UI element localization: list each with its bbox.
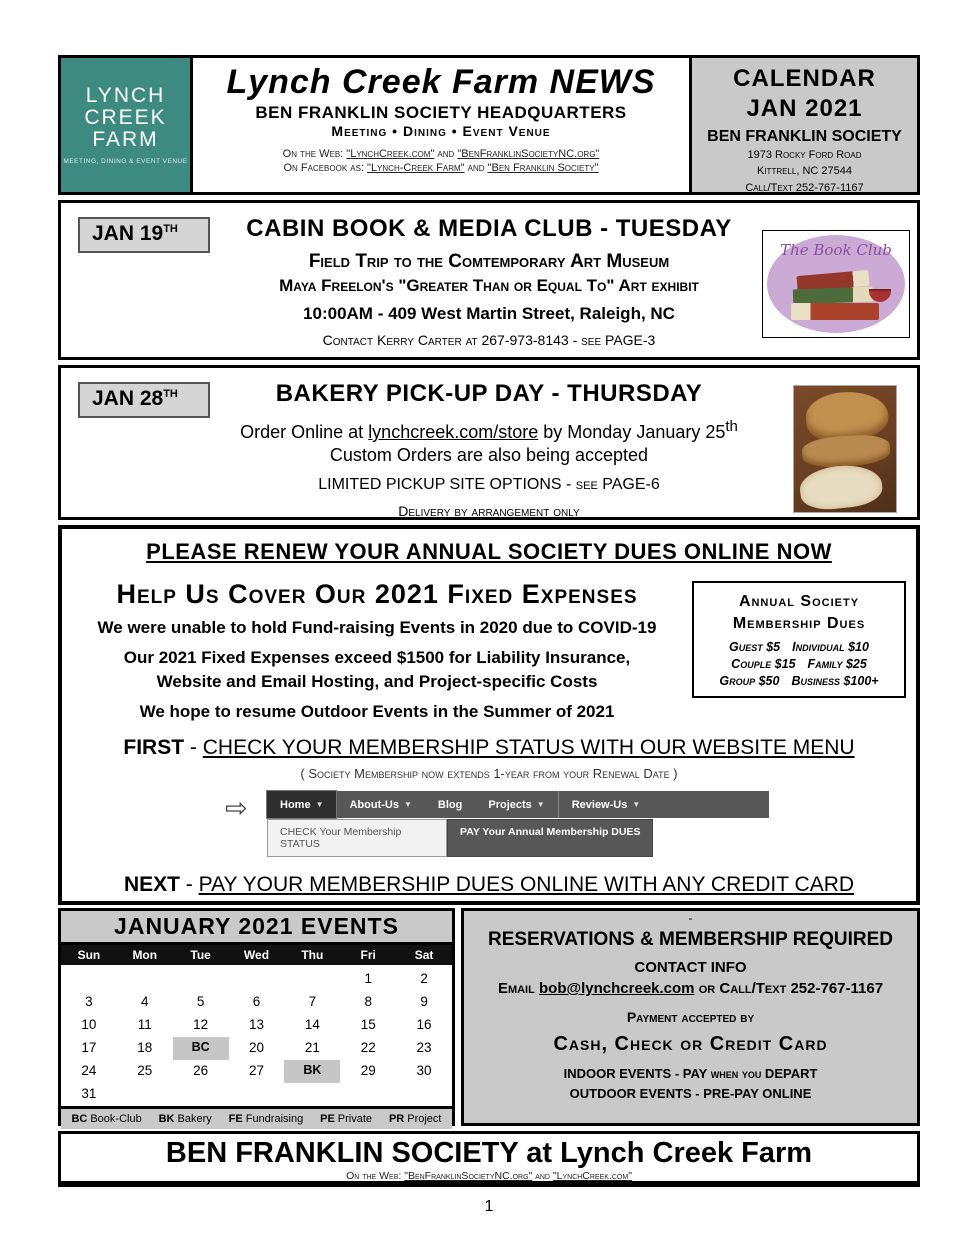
separator: -	[189, 736, 197, 759]
event-title: BAKERY PICK-UP DAY - THURSDAY	[275, 380, 703, 407]
chevron-down-icon: ▼	[315, 800, 324, 809]
stray-dash: -	[688, 911, 693, 925]
pay-dues-link[interactable]: PAY YOUR MEMBERSHIP DUES ONLINE WITH ANY CREDIT CARD	[198, 873, 855, 896]
calendar-month: JAN 2021	[746, 95, 863, 122]
calendar-day-cell: 1	[364, 971, 372, 986]
badge-date: JAN 19	[92, 222, 164, 245]
reservations-title: RESERVATIONS & MEMBERSHIP REQUIRED	[487, 929, 894, 950]
calendar-legend	[61, 1106, 452, 1129]
logo-text: LYNCH	[85, 83, 166, 107]
calendar-day-cell: 27	[248, 1063, 264, 1078]
bread-slice-graphic	[801, 433, 891, 469]
calendar-day-cell: 21	[304, 1040, 320, 1055]
day-header: Tue	[190, 948, 211, 962]
calendar-day-cell: 3	[85, 994, 93, 1009]
website-menu-screenshot	[225, 791, 769, 857]
menu-item-review-us[interactable]: Review-Us ▼	[558, 791, 654, 818]
check-status-link[interactable]: CHECK YOUR MEMBERSHIP STATUS WITH OUR WEBSITE MENU	[202, 736, 855, 759]
page-number: 1	[484, 1198, 494, 1215]
book-club-image	[762, 230, 910, 338]
legend-item-bc: BC Book-Club	[71, 1113, 142, 1125]
calendar-day-cell: 23	[416, 1040, 432, 1055]
footer-link-lynchcreek[interactable]: " LynchCreek.com "	[553, 1170, 632, 1182]
membership-dues-box	[692, 581, 906, 698]
logo-text: CREEK	[84, 105, 167, 129]
calendar-label: CALENDAR	[733, 65, 876, 92]
event-title: CABIN BOOK & MEDIA CLUB - TUESDAY	[246, 215, 732, 242]
calendar-event-cell: BK	[284, 1060, 340, 1083]
outdoor-events-note: OUTDOOR EVENTS - PRE-PAY ONLINE	[569, 1086, 812, 1101]
day-header: Thu	[301, 948, 324, 962]
conjunction: and	[437, 148, 455, 160]
lynch-creek-farm-logo	[61, 58, 193, 192]
legend-item-bk: BK Bakery	[158, 1113, 212, 1125]
reservations-box	[461, 908, 920, 1126]
calendar-day-cell: 31	[81, 1086, 97, 1101]
logo-text: FARM	[92, 128, 159, 152]
ordinal-sup: th	[725, 418, 738, 435]
website-menu-bar	[267, 791, 769, 818]
bread-slice-graphic	[798, 462, 884, 512]
next-step-label: NEXT	[123, 873, 180, 896]
calendar-day-cell: 13	[248, 1017, 264, 1032]
badge-ordinal: TH	[163, 223, 178, 235]
order-prefix: Order Online at	[240, 422, 364, 442]
contact-line	[464, 980, 917, 997]
event-bakery-section	[58, 365, 920, 520]
phone-suffix: or Call/Text 252-767-1167	[698, 980, 884, 997]
calendar-day-cell	[284, 968, 340, 991]
calendar-day-cell	[173, 968, 229, 991]
calendar-day-cell: 14	[304, 1017, 320, 1032]
legend-item-fe: FE Fundraising	[228, 1113, 304, 1125]
separator: -	[185, 873, 193, 896]
facebook-links-line	[193, 162, 689, 174]
pickup-options-note: LIMITED PICKUP SITE OPTIONS - see PAGE-6	[318, 476, 660, 493]
chevron-down-icon: ▼	[403, 800, 412, 809]
calendar-day-cell: 16	[416, 1017, 432, 1032]
order-deadline: by Monday January 25	[543, 422, 726, 442]
day-header: Sat	[414, 948, 434, 962]
calendar-day-cell: 17	[81, 1040, 97, 1055]
calendar-day-cell: 4	[141, 994, 149, 1009]
event-book-club-section	[58, 200, 920, 360]
payment-methods: Cash, Check or Credit Card	[553, 1033, 828, 1055]
calendar-day-cell: 2	[420, 971, 428, 986]
event-detail-contact: Contact Kerry Carter at 267-973-8143 - see PAGE-3	[322, 332, 656, 348]
calendar-day-cell: 15	[360, 1017, 376, 1032]
calendar-day-cell: 24	[81, 1063, 97, 1078]
expenses-detail-line2: Website and Email Hosting, and Project-specific Costs	[156, 671, 598, 691]
web-links-prefix: On the Web:	[282, 148, 344, 160]
calendar-day-cell: 11	[137, 1017, 152, 1032]
contact-info-heading: CONTACT INFO	[634, 959, 747, 976]
badge-date: JAN 28	[92, 387, 164, 410]
masthead-center	[193, 58, 689, 192]
calendar-title: JANUARY 2021 EVENTS	[61, 911, 452, 945]
calendar-day-cell: 29	[360, 1063, 376, 1078]
footer-web-line	[61, 1170, 917, 1182]
resume-events-note: We hope to resume Outdoor Events in the Summer of 2021	[139, 701, 615, 721]
event-detail-time-location: 10:00AM - 409 West Martin Street, Raleigh, NC	[303, 304, 675, 323]
conjunction: and	[467, 162, 485, 174]
book-club-caption: The Book Club	[780, 241, 892, 259]
newsletter-subtitle: BEN FRANKLIN SOCIETY HEADQUARTERS	[255, 103, 627, 122]
indoor-events-note: INDOOR EVENTS - PAY when you DEPART	[563, 1066, 818, 1081]
menu-item-home[interactable]: Home ▼	[267, 791, 336, 818]
footer-title: BEN FRANKLIN SOCIETY at Lynch Creek Farm	[165, 1137, 813, 1169]
newsletter-title: Lynch Creek Farm NEWS	[226, 63, 656, 101]
calendar-day-cell: 26	[193, 1063, 209, 1078]
dropdown-item-pay-dues[interactable]: PAY Your Annual Membership DUES	[447, 819, 653, 857]
calendar-day-cell	[117, 968, 173, 991]
dues-renewal-section	[58, 525, 920, 905]
dues-rate-row: Group $50 Business $100+	[719, 674, 879, 689]
calendar-day-cell	[117, 1083, 173, 1106]
society-address-2: Kittrell, NC 27544	[757, 165, 852, 178]
menu-item-about-us[interactable]: About-Us ▼	[349, 798, 412, 811]
event-detail-exhibit: Maya Freelon's "Greater Than or Equal To" Art exhibit	[279, 276, 699, 295]
masthead-section	[58, 55, 920, 195]
calendar-day-cell	[173, 1083, 229, 1106]
email-link[interactable]: bob@lynchcreek.com	[539, 980, 695, 997]
next-step-line	[62, 873, 916, 897]
menu-dropdown	[267, 819, 769, 857]
fb-link-ben-franklin-society[interactable]: " Ben Franklin Society "	[488, 162, 599, 174]
calendar-grid	[61, 965, 452, 1106]
calendar-day-cell: 12	[193, 1017, 209, 1032]
calendar-day-cell: 10	[81, 1017, 97, 1032]
calendar-day-cell: 8	[364, 994, 372, 1009]
event-detail-field-trip: Field Trip to the Comtemporary Art Museum	[308, 251, 670, 272]
day-header: Fri	[360, 948, 376, 962]
conjunction: and	[535, 1170, 550, 1182]
calendar-day-cell: 9	[420, 994, 428, 1009]
calendar-day-cell: 20	[248, 1040, 264, 1055]
footer-web-prefix: On the Web:	[346, 1170, 402, 1182]
calendar-day-cell: 5	[196, 994, 205, 1009]
day-header: Mon	[132, 948, 158, 962]
badge-ordinal: TH	[163, 388, 178, 400]
date-badge-jan-28	[78, 382, 210, 418]
society-name: BEN FRANKLIN SOCIETY	[707, 128, 902, 145]
renew-dues-banner: PLEASE RENEW YOUR ANNUAL SOCIETY DUES ONLINE NOW	[146, 539, 832, 564]
arrow-right-icon: ⇨	[225, 793, 248, 823]
day-header: Wed	[243, 948, 270, 962]
payment-heading: Payment accepted by	[626, 1009, 755, 1025]
dues-rates-list	[698, 640, 900, 688]
fb-links-prefix: On Facebook as:	[283, 162, 364, 174]
footer-link-benfranklinsociety[interactable]: " BenFranklinSocietyNC.org "	[404, 1170, 532, 1182]
society-phone: Call/Text 252-767-1167	[745, 181, 864, 194]
calendar-day-headers	[61, 945, 452, 965]
chevron-down-icon: ▼	[632, 800, 641, 809]
expenses-detail-line1: Our 2021 Fixed Expenses exceed $1500 for Liability Insurance,	[123, 648, 631, 668]
legend-item-pe: PE Private	[320, 1113, 373, 1125]
venue-tagline: Meeting • Dining • Event Venue	[331, 123, 551, 139]
society-address-1: 1973 Rocky Ford Road	[747, 149, 862, 161]
fixed-expenses-heading: Help Us Cover Our 2021 Fixed Expenses	[116, 579, 638, 609]
calendar-day-cell	[229, 968, 285, 991]
fb-link-lynch-creek-farm[interactable]: " Lynch-Creek Farm "	[367, 162, 465, 174]
web-link-lynchcreek[interactable]: " LynchCreek.com "	[346, 148, 434, 160]
dues-rate-row: Couple $15 Family $25	[731, 657, 867, 672]
covid-note: We were unable to hold Fund-raising Events in 2020 due to COVID-19	[97, 618, 657, 637]
dues-box-title-2: Membership Dues	[732, 614, 866, 632]
calendar-info-box	[689, 58, 917, 192]
chevron-down-icon: ▼	[536, 800, 545, 809]
dues-rate-row: Guest $5 Individual $10	[729, 640, 869, 655]
calendar-day-cell: 6	[252, 994, 261, 1009]
web-link-benfranklinsociety[interactable]: " BenFranklinSocietyNC.org "	[457, 148, 599, 160]
delivery-note: Delivery by arrangement only	[398, 503, 580, 519]
calendar-day-cell: 18	[137, 1040, 153, 1055]
calendar-day-cell	[340, 1083, 396, 1106]
custom-orders-note: Custom Orders are also being accepted	[329, 445, 649, 465]
menu-item-projects[interactable]: Projects ▼	[488, 798, 545, 811]
web-links-line	[193, 148, 689, 160]
menu-item-blog[interactable]: Blog	[437, 798, 463, 811]
legend-item-pr: PR Project	[388, 1113, 442, 1125]
calendar-day-cell: 22	[360, 1040, 376, 1055]
calendar-day-cell	[396, 1083, 452, 1106]
footer-banner	[58, 1131, 920, 1187]
calendar-day-cell	[284, 1083, 340, 1106]
logo-tagline: MEETING, DINING & EVENT VENUE	[63, 158, 188, 166]
event-order-line	[61, 418, 917, 443]
book-graphic	[793, 287, 873, 305]
membership-extension-note: ( Society Membership now extends 1-year from your Renewal Date )	[300, 766, 678, 781]
events-calendar	[58, 908, 455, 1126]
calendar-day-cell: 7	[308, 994, 317, 1009]
first-step-line	[62, 736, 916, 760]
dropdown-item-check-status[interactable]: CHECK Your Membership STATUS	[267, 819, 447, 857]
day-header: Sun	[77, 948, 101, 962]
email-prefix: Email	[497, 980, 535, 997]
calendar-event-cell: BC	[173, 1037, 229, 1060]
calendar-day-cell	[61, 968, 117, 991]
store-link[interactable]: lynchcreek.com/store	[368, 422, 539, 442]
date-badge-jan-19	[78, 217, 210, 253]
calendar-day-cell	[229, 1083, 285, 1106]
calendar-day-cell: 30	[416, 1063, 432, 1078]
book-graphic	[791, 303, 879, 320]
calendar-day-cell: 25	[137, 1063, 153, 1078]
first-step-label: FIRST	[123, 736, 185, 759]
dues-box-title-1: Annual Society	[738, 593, 860, 610]
bread-image	[793, 385, 897, 513]
